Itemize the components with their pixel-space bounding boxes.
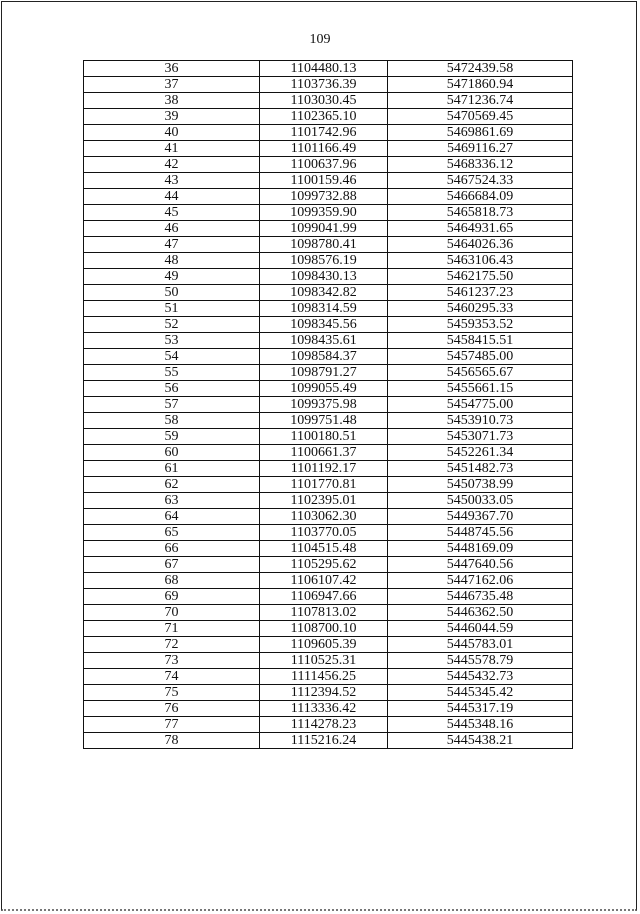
point-number-cell: 62 [84,477,260,493]
x-coordinate-cell: 1112394.52 [260,685,388,701]
y-coordinate-cell: 5465818.73 [388,205,573,221]
point-number-cell: 51 [84,301,260,317]
x-coordinate-cell: 1103736.39 [260,77,388,93]
x-coordinate-cell: 1098435.61 [260,333,388,349]
y-coordinate-cell: 5445317.19 [388,701,573,717]
y-coordinate-cell: 5446735.48 [388,589,573,605]
y-coordinate-cell: 5469861.69 [388,125,573,141]
x-coordinate-cell: 1103770.05 [260,525,388,541]
point-number-cell: 76 [84,701,260,717]
table-row [84,157,573,173]
table-row [84,477,573,493]
table-row [84,317,573,333]
table-row [84,685,573,701]
x-coordinate-cell: 1100159.46 [260,173,388,189]
y-coordinate-cell: 5445348.16 [388,717,573,733]
x-coordinate-cell: 1098342.82 [260,285,388,301]
y-coordinate-cell: 5461237.23 [388,285,573,301]
x-coordinate-cell: 1110525.31 [260,653,388,669]
x-coordinate-cell: 1113336.42 [260,701,388,717]
x-coordinate-cell: 1111456.25 [260,669,388,685]
x-coordinate-cell: 1105295.62 [260,557,388,573]
table-row [84,93,573,109]
point-number-cell: 56 [84,381,260,397]
point-number-cell: 55 [84,365,260,381]
point-number-cell: 65 [84,525,260,541]
point-number-cell: 73 [84,653,260,669]
table-row [84,445,573,461]
y-coordinate-cell: 5471236.74 [388,93,573,109]
table-row [84,525,573,541]
y-coordinate-cell: 5448169.09 [388,541,573,557]
x-coordinate-cell: 1101192.17 [260,461,388,477]
table-row [84,365,573,381]
table-row [84,173,573,189]
point-number-cell: 61 [84,461,260,477]
x-coordinate-cell: 1099359.90 [260,205,388,221]
table-row [84,509,573,525]
point-number-cell: 52 [84,317,260,333]
x-coordinate-cell: 1101770.81 [260,477,388,493]
point-number-cell: 74 [84,669,260,685]
table-row [84,429,573,445]
x-coordinate-cell: 1103062.30 [260,509,388,525]
point-number-cell: 45 [84,205,260,221]
y-coordinate-cell: 5445345.42 [388,685,573,701]
point-number-cell: 59 [84,429,260,445]
point-number-cell: 57 [84,397,260,413]
x-coordinate-cell: 1098791.27 [260,365,388,381]
y-coordinate-cell: 5460295.33 [388,301,573,317]
y-coordinate-cell: 5445432.73 [388,669,573,685]
point-number-cell: 48 [84,253,260,269]
y-coordinate-cell: 5463106.43 [388,253,573,269]
x-coordinate-cell: 1099041.99 [260,221,388,237]
table-row [84,61,573,77]
point-number-cell: 66 [84,541,260,557]
x-coordinate-cell: 1107813.02 [260,605,388,621]
table-row [84,349,573,365]
point-number-cell: 67 [84,557,260,573]
x-coordinate-cell: 1102395.01 [260,493,388,509]
point-number-cell: 39 [84,109,260,125]
y-coordinate-cell: 5455661.15 [388,381,573,397]
y-coordinate-cell: 5454775.00 [388,397,573,413]
table-row [84,381,573,397]
table-row [84,77,573,93]
x-coordinate-cell: 1101742.96 [260,125,388,141]
point-number-cell: 70 [84,605,260,621]
page-number: 109 [309,32,331,47]
table-row [84,557,573,573]
y-coordinate-cell: 5447162.06 [388,573,573,589]
point-number-cell: 72 [84,637,260,653]
point-number-cell: 63 [84,493,260,509]
y-coordinate-cell: 5469116.27 [388,141,573,157]
x-coordinate-cell: 1101166.49 [260,141,388,157]
point-number-cell: 68 [84,573,260,589]
x-coordinate-cell: 1106107.42 [260,573,388,589]
y-coordinate-cell: 5462175.50 [388,269,573,285]
y-coordinate-cell: 5470569.45 [388,109,573,125]
table-row [84,733,573,749]
y-coordinate-cell: 5449367.70 [388,509,573,525]
point-number-cell: 60 [84,445,260,461]
table-row [84,333,573,349]
y-coordinate-cell: 5453910.73 [388,413,573,429]
table-row [84,413,573,429]
table-row [84,141,573,157]
point-number-cell: 47 [84,237,260,253]
y-coordinate-cell: 5446362.50 [388,605,573,621]
point-number-cell: 54 [84,349,260,365]
point-number-cell: 77 [84,717,260,733]
point-number-cell: 78 [84,733,260,749]
point-number-cell: 49 [84,269,260,285]
x-coordinate-cell: 1098430.13 [260,269,388,285]
x-coordinate-cell: 1099375.98 [260,397,388,413]
y-coordinate-cell: 5448745.56 [388,525,573,541]
table-row [84,189,573,205]
table-row [84,573,573,589]
point-number-cell: 38 [84,93,260,109]
y-coordinate-cell: 5457485.00 [388,349,573,365]
y-coordinate-cell: 5464026.36 [388,237,573,253]
y-coordinate-cell: 5459353.52 [388,317,573,333]
point-number-cell: 71 [84,621,260,637]
x-coordinate-cell: 1099732.88 [260,189,388,205]
x-coordinate-cell: 1115216.24 [260,733,388,749]
y-coordinate-cell: 5467524.33 [388,173,573,189]
y-coordinate-cell: 5471860.94 [388,77,573,93]
table-row [84,205,573,221]
table-row [84,461,573,477]
table-row [84,221,573,237]
y-coordinate-cell: 5451482.73 [388,461,573,477]
x-coordinate-cell: 1100661.37 [260,445,388,461]
point-number-cell: 58 [84,413,260,429]
table-row [84,125,573,141]
x-coordinate-cell: 1102365.10 [260,109,388,125]
point-number-cell: 44 [84,189,260,205]
table-row [84,637,573,653]
point-number-cell: 40 [84,125,260,141]
x-coordinate-cell: 1098314.59 [260,301,388,317]
point-number-cell: 53 [84,333,260,349]
point-number-cell: 36 [84,61,260,77]
y-coordinate-cell: 5450033.05 [388,493,573,509]
table-row [84,301,573,317]
x-coordinate-cell: 1106947.66 [260,589,388,605]
x-coordinate-cell: 1114278.23 [260,717,388,733]
x-coordinate-cell: 1104480.13 [260,61,388,77]
table-row [84,589,573,605]
point-number-cell: 41 [84,141,260,157]
y-coordinate-cell: 5466684.09 [388,189,573,205]
table-row [84,253,573,269]
x-coordinate-cell: 1103030.45 [260,93,388,109]
y-coordinate-cell: 5464931.65 [388,221,573,237]
x-coordinate-cell: 1108700.10 [260,621,388,637]
y-coordinate-cell: 5452261.34 [388,445,573,461]
table-row [84,717,573,733]
y-coordinate-cell: 5445438.21 [388,733,573,749]
table-row [84,237,573,253]
table-row [84,621,573,637]
point-number-cell: 64 [84,509,260,525]
coordinates-table [83,60,573,749]
x-coordinate-cell: 1098345.56 [260,317,388,333]
point-number-cell: 69 [84,589,260,605]
y-coordinate-cell: 5447640.56 [388,557,573,573]
y-coordinate-cell: 5472439.58 [388,61,573,77]
table-row [84,669,573,685]
y-coordinate-cell: 5446044.59 [388,621,573,637]
table-row [84,653,573,669]
table-row [84,605,573,621]
x-coordinate-cell: 1109605.39 [260,637,388,653]
table-row [84,269,573,285]
y-coordinate-cell: 5450738.99 [388,477,573,493]
x-coordinate-cell: 1104515.48 [260,541,388,557]
table-row [84,701,573,717]
y-coordinate-cell: 5445578.79 [388,653,573,669]
point-number-cell: 50 [84,285,260,301]
table-row [84,541,573,557]
x-coordinate-cell: 1098576.19 [260,253,388,269]
table-row [84,493,573,509]
table-row [84,285,573,301]
point-number-cell: 42 [84,157,260,173]
y-coordinate-cell: 5456565.67 [388,365,573,381]
table-row [84,397,573,413]
y-coordinate-cell: 5445783.01 [388,637,573,653]
x-coordinate-cell: 1100637.96 [260,157,388,173]
y-coordinate-cell: 5453071.73 [388,429,573,445]
y-coordinate-cell: 5458415.51 [388,333,573,349]
point-number-cell: 43 [84,173,260,189]
y-coordinate-cell: 5468336.12 [388,157,573,173]
point-number-cell: 46 [84,221,260,237]
x-coordinate-cell: 1099055.49 [260,381,388,397]
coordinates-table-body [84,61,573,749]
x-coordinate-cell: 1098780.41 [260,237,388,253]
x-coordinate-cell: 1099751.48 [260,413,388,429]
point-number-cell: 75 [84,685,260,701]
x-coordinate-cell: 1100180.51 [260,429,388,445]
point-number-cell: 37 [84,77,260,93]
table-row [84,109,573,125]
x-coordinate-cell: 1098584.37 [260,349,388,365]
